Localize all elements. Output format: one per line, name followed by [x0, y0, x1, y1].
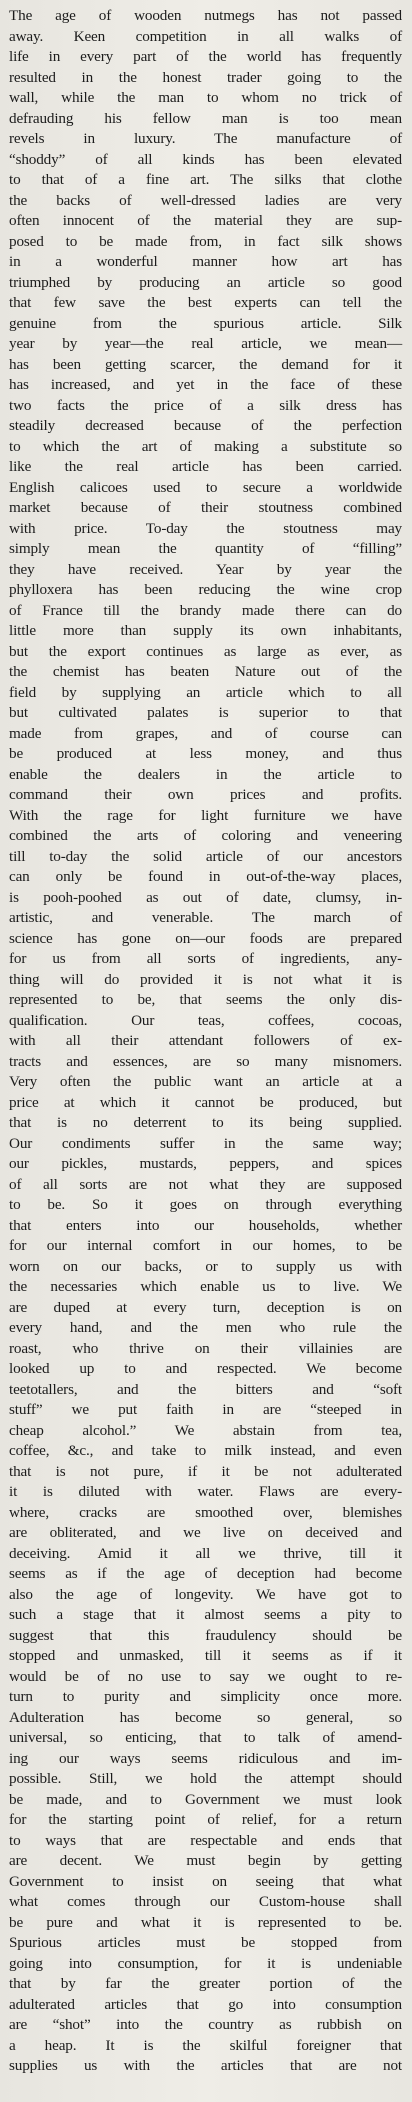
article-line: the necessaries which enable us to live. We [9, 1278, 402, 1295]
article-line: that is no deterrent to its being supplied. [9, 1114, 402, 1131]
article-line: away. Keen competition in all walks of [9, 27, 402, 45]
article-line: genuine from the spurious article. Silk [9, 314, 402, 332]
article-line: to be. So it goes on through everything [9, 1196, 402, 1213]
article-line: for our internal comfort in our homes, to be [9, 1237, 402, 1254]
article-line: resulted in the honest trader going to the [9, 68, 402, 86]
article-line: seems as if the age of deception had become [9, 1565, 402, 1582]
article-line: also the age of longevity. We have got to [9, 1585, 402, 1603]
article-line: suggest that this fraudulency should be [9, 1626, 402, 1644]
article-line: steadily decreased because of the perfection [9, 417, 402, 434]
article-line: of all sorts are not what they are supposed [9, 1175, 402, 1193]
article-line: roast, who thrive on their villainies are [9, 1339, 402, 1357]
article-line: going into consumption, for it is undeniable [9, 1954, 402, 1972]
article-line: simply mean the quantity of “filling” [9, 540, 402, 557]
article-line: The age of wooden nutmegs has not passed [9, 7, 402, 24]
article-line: that enters into our households, whether [9, 1216, 402, 1234]
article-line: for the starting point of relief, for a return [9, 1811, 402, 1828]
article-line: it is diluted with water. Flaws are every- [9, 1483, 402, 1500]
article-line: are duped at every turn, deception is on [9, 1298, 402, 1316]
article-line: command their own prices and profits. [9, 786, 402, 803]
article-line: often innocent of the material they are sup- [9, 212, 402, 229]
article-line: life in every part of the world has frequently [9, 48, 402, 65]
article-line: Spurious articles must be stopped from [9, 1934, 402, 1951]
article-line: Our condiments suffer in the same way; [9, 1134, 402, 1152]
article-line: that few save the best experts can tell the [9, 294, 402, 311]
article-line: teetotallers, and the bitters and “soft [9, 1380, 402, 1398]
article-line: to that of a fine art. The silks that clothe [9, 171, 402, 188]
article-line: a heap. It is the skilful foreigner that [9, 2036, 402, 2054]
article-line: would be of no use to say we ought to re- [9, 1667, 402, 1685]
article-line: field by supplying an article which to all [9, 683, 402, 701]
article-line: qualification. Our teas, coffees, cocoas, [9, 1011, 402, 1029]
article-line: coffee, &c., and take to milk instead, and even [9, 1442, 402, 1459]
article-line: posed to be made from, in fact silk shows [9, 232, 402, 250]
article-line: universal, so enticing, that to talk of amend- [9, 1729, 402, 1746]
article-line: looked up to and respected. We become [9, 1360, 402, 1377]
article-line: our pickles, mustards, peppers, and spices [9, 1155, 402, 1172]
article-line: they have received. Year by year the [9, 560, 402, 578]
article-line: made from grapes, and of course can [9, 724, 402, 742]
article-line: possible. Still, we hold the attempt should [9, 1770, 402, 1787]
article-line: are decent. We must begin by getting [9, 1852, 402, 1869]
article-line: triumphed by producing an article so good [9, 273, 402, 291]
article-line: turn to purity and simplicity once more. [9, 1688, 402, 1705]
article-line: ing our ways seems ridiculous and im- [9, 1749, 402, 1767]
article-line: can only be found in out-of-the-way places, [9, 868, 402, 885]
article-line: defrauding his fellow man is too mean [9, 109, 402, 127]
article-line: such a stage that it almost seems a pity to [9, 1606, 402, 1623]
article-line: Government to insist on seeing that what [9, 1872, 402, 1890]
article-text [9, 6, 402, 2077]
article-line: of France till the brandy made there can do [9, 601, 402, 619]
article-line: science has gone on—our foods are prepared [9, 929, 402, 947]
article-line: to which the art of making a substitute so [9, 437, 402, 455]
article-line: but the export continues as large as ever, as [9, 642, 402, 660]
article-line: adulterated articles that go into consumption [9, 1995, 402, 2013]
article-line: combined the arts of coloring and veneering [9, 827, 402, 844]
article-line: two facts the price of a silk dress has [9, 396, 402, 414]
article-line: has been getting scarcer, the demand for it [9, 355, 402, 373]
article-line: With the rage for light furniture we have [9, 806, 402, 824]
article-line: deceiving. Amid it all we thrive, till it [9, 1544, 402, 1562]
article-line: that is not pure, if it be not adulterated [9, 1462, 402, 1480]
article-line: tracts and essences, are so many misnomers. [9, 1052, 402, 1070]
article-line: market because of their stoutness combined [9, 499, 402, 516]
article-line: Adulteration has become so general, so [9, 1708, 402, 1726]
article-line: that by far the greater portion of the [9, 1975, 402, 1992]
article-line: Very often the public want an article at a [9, 1073, 402, 1090]
article-line: “shoddy” of all kinds has been elevated [9, 150, 402, 168]
article-line: for us from all sorts of ingredients, any- [9, 950, 402, 967]
article-line: has increased, and yet in the face of these [9, 376, 402, 393]
article-line: are “shot” into the country as rubbish on [9, 2016, 402, 2033]
article-line: but cultivated palates is superior to that [9, 704, 402, 721]
article-line: in a wonderful manner how art has [9, 253, 402, 270]
article-line: price at which it cannot be produced, but [9, 1093, 402, 1111]
article-line: with all their attendant followers of ex- [9, 1032, 402, 1049]
article-line: represented to be, that seems the only dis- [9, 991, 402, 1008]
article-line: worn on our backs, or to supply us with [9, 1257, 402, 1275]
article-line: little more than supply its own inhabitants, [9, 622, 402, 639]
article-line: be produced at less money, and thus [9, 745, 402, 762]
article-line: like the real article has been carried. [9, 458, 402, 475]
article-line: till to-day the solid article of our ancestors [9, 847, 402, 865]
article-line: stopped and unmasked, till it seems as if it [9, 1647, 402, 1664]
article-line: the backs of well-dressed ladies are very [9, 191, 402, 209]
article-line: where, cracks are smoothed over, blemishes [9, 1503, 402, 1521]
article-line: supplies us with the articles that are not [9, 2057, 402, 2074]
article-line: every hand, and the men who rule the [9, 1319, 402, 1336]
article-line: year by year—the real article, we mean— [9, 335, 402, 352]
article-line: thing will do provided it is not what it is [9, 970, 402, 988]
article-line: is pooh-poohed as out of date, clumsy, in- [9, 888, 402, 906]
article-line: wall, while the man to whom no trick of [9, 89, 402, 106]
article-line: with price. To-day the stoutness may [9, 519, 402, 537]
article-line: to ways that are respectable and ends that [9, 1831, 402, 1849]
article-line: what comes through our Custom-house shall [9, 1893, 402, 1910]
article-line: revels in luxury. The manufacture of [9, 130, 402, 147]
article-line: be pure and what it is represented to be. [9, 1913, 402, 1931]
article-line: enable the dealers in the article to [9, 765, 402, 783]
article-line: artistic, and venerable. The march of [9, 909, 402, 926]
article-line: stuff” we put faith in are “steeped in [9, 1401, 402, 1418]
article-line: phylloxera has been reducing the wine crop [9, 581, 402, 598]
article-line: English calicoes used to secure a worldwide [9, 478, 402, 496]
article-line: are obliterated, and we live on deceived and [9, 1524, 402, 1541]
article-line: cheap alcohol.” We abstain from tea, [9, 1421, 402, 1439]
article-line: be made, and to Government we must look [9, 1790, 402, 1808]
article-line: the chemist has beaten Nature out of the [9, 663, 402, 680]
